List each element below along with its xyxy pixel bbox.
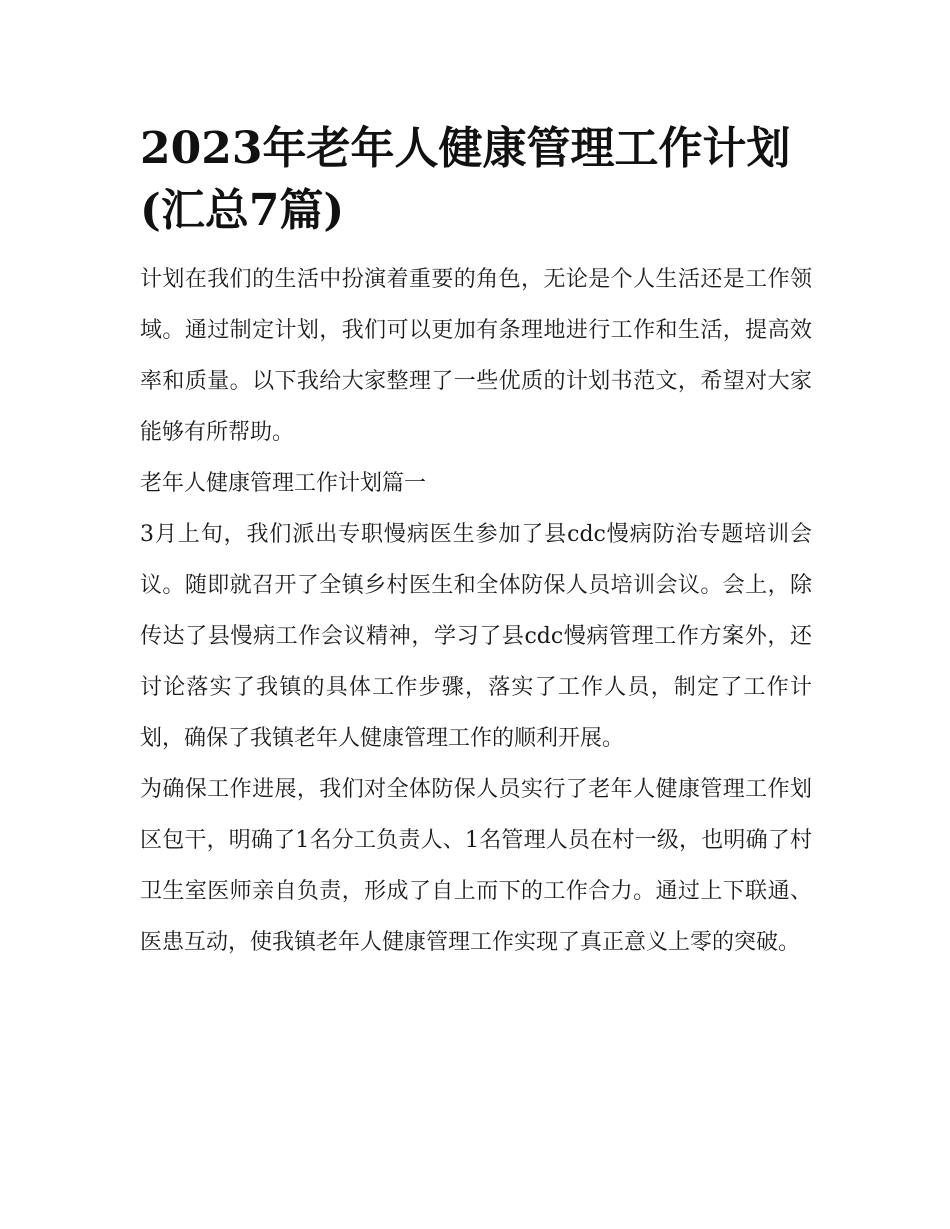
- document-body: [140, 118, 812, 968]
- section-heading: 老年人健康管理工作计划篇一: [140, 471, 427, 496]
- body-paragraph-1: 3月上旬，我们派出专职慢病医生参加了县cdc慢病防治专题培训会议。随即就召开了全镇乡村医生和全体防保人员培训会议。会上，除传达了县慢病工作会议精神，学习了县cdc慢病管理工作方案外，还讨论落实了我镇的具体工作步骤，落实了工作人员，制定了工作计划，确保了我镇老年人健康管理工作的顺利开展。: [140, 522, 812, 751]
- document-title: 2023年老年人健康管理工作计划(汇总7篇): [140, 123, 791, 236]
- intro-paragraph: 计划在我们的生活中扮演着重要的角色，无论是个人生活还是工作领域。通过制定计划，我们可以更加有条理地进行工作和生活，提高效率和质量。以下我给大家整理了一些优质的计划书范文，希望对大家能够有所帮助。: [140, 267, 812, 445]
- body-paragraph-2: 为确保工作进展，我们对全体防保人员实行了老年人健康管理工作划区包干，明确了1名分工负责人、1名管理人员在村一级，也明确了村卫生室医师亲自负责，形成了自上而下的工作合力。通过上下联通、医患互动，使我镇老年人健康管理工作实现了真正意义上零的突破。: [140, 777, 812, 955]
